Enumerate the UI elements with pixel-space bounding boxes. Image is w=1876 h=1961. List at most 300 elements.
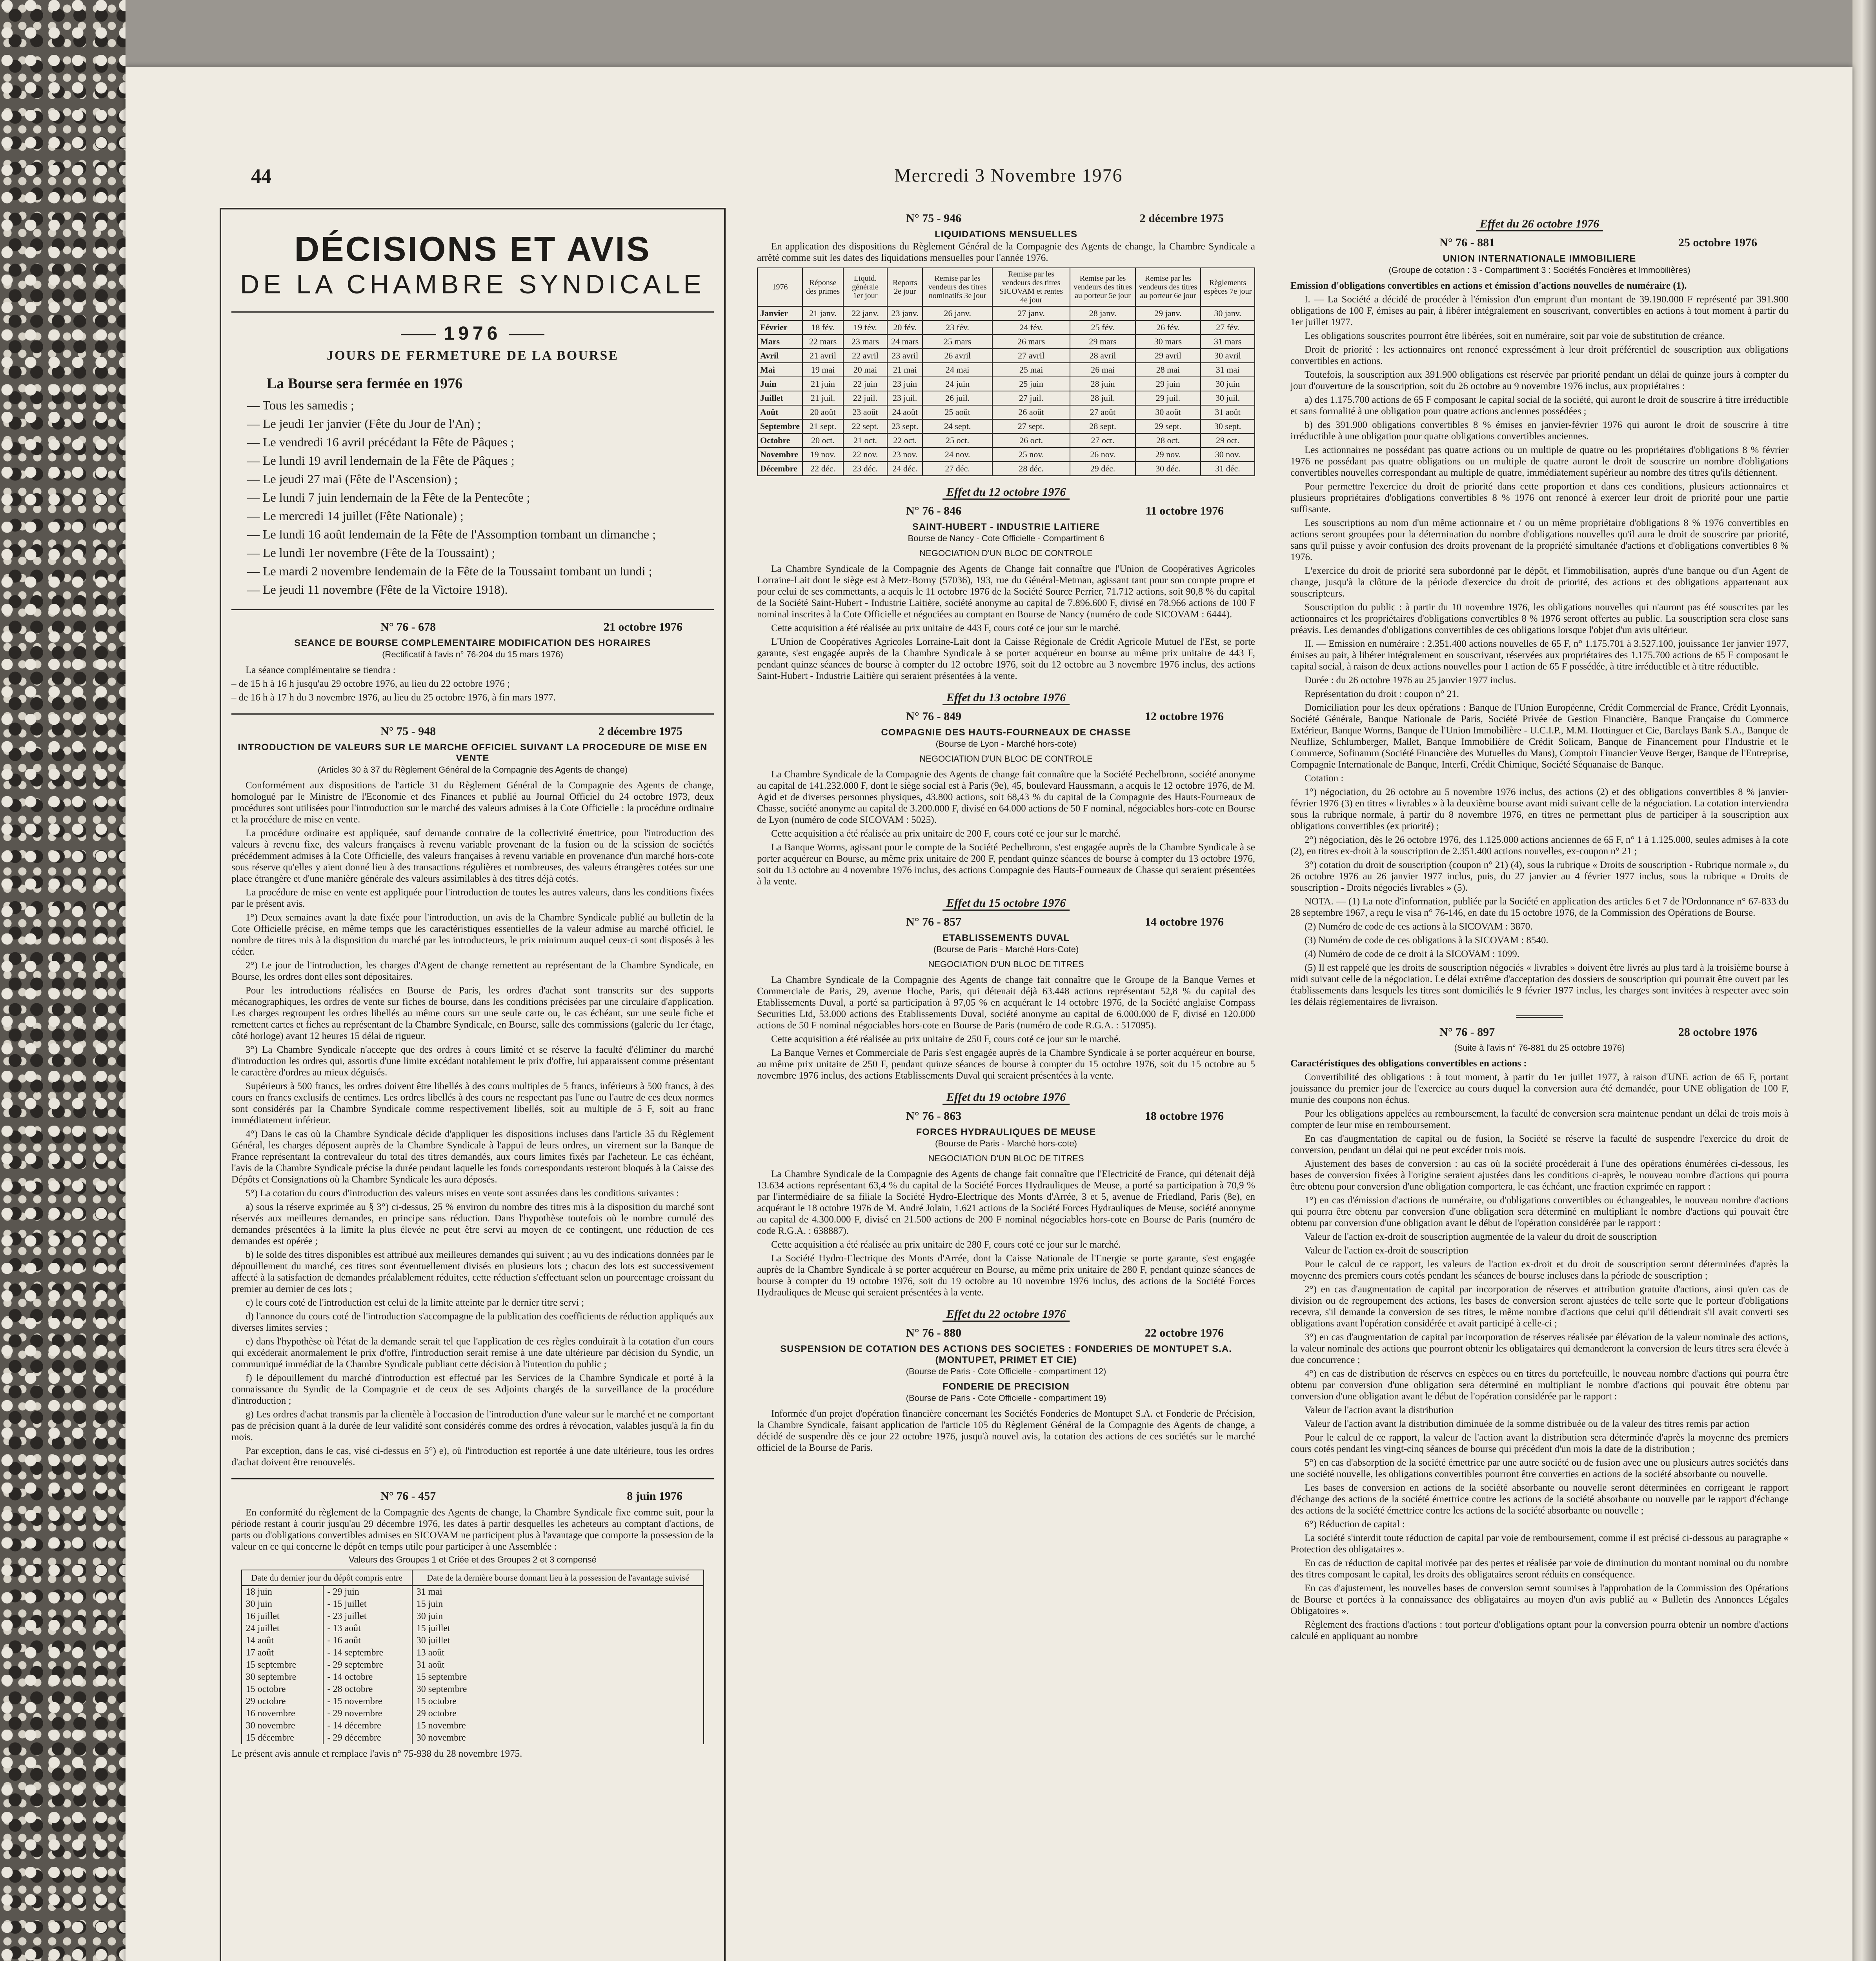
notice-date: 22 octobre 1976 xyxy=(1145,1326,1224,1339)
liquidations-table xyxy=(757,267,1255,476)
table-caption: Valeurs des Groupes 1 et Criée et des Groupes 2 et 3 compensé xyxy=(349,1555,597,1564)
notice-subtitle: (Suite à l'avis n° 76-881 du 25 octobre 1976) xyxy=(1454,1043,1625,1053)
effective-date xyxy=(757,691,1255,704)
paragraph: 2°) Le jour de l'introduction, les charges d'Agent de change remettent au représentant de la Chambre Syndicale, en Bourse, les ordres dont elles sont dépositaires. xyxy=(231,960,714,982)
table-row xyxy=(242,1671,704,1683)
table-cell: 21 mai xyxy=(887,363,923,377)
paragraph: Par exception, dans le cas, visé ci-dessus en 5°) e), où l'introduction est reportée à une date ultérieure, tous les ordres d'achat doivent être renouvelés. xyxy=(231,1446,714,1468)
table-cell: 20 oct. xyxy=(802,433,843,448)
list-item: — Le lundi 7 juin lendemain de la Fête de la Pentecôte ; xyxy=(247,488,714,507)
divider xyxy=(231,1478,714,1479)
table-cell: 26 janv. xyxy=(923,306,992,320)
paragraph: La Chambre Syndicale de la Compagnie des Agents de Change fait connaître que l'Union de Coopératives Agricoles Lorraine-Lait dont le siège est à Metz-Borny (57036), 193, rue du Général-Metman, agissant tant pour son compte propre et pour celui de ses commettants, a acquis le 11 octobre 1976 de la Société Source Perrier, 71.712 actions, soit 90,8 % du capital de la Société Saint-Hubert - Industrie Laitière, société anonyme au capital de 7.896.600 F, divisé en 78.966 actions de 100 F nominal inscrites à la Cote Officielle et négociées au comptant en Bourse de Nancy (numéro de code SICOVAM : 6444). xyxy=(757,564,1255,620)
table-cell: 23 sept. xyxy=(887,419,923,433)
table-row xyxy=(757,349,1255,363)
table-cell: - 14 octobre xyxy=(323,1671,412,1683)
paragraph: Pour les introductions réalisées en Bourse de Paris, les ordres d'achat sont transcrits sur des supports mécanographiques, les ordres de vente sur fiches de bourse, dans les conditions précisées par une circulaire d'application. Les charges regroupent les ordres libellés au même cours sur une seule carte ou, le cas échéant, sur une seule fiche et remettent cartes et fiches au représentant de la Chambre Syndicale, en Bourse, salle des commissions (galerie du 1er étage, côté horloge) avant 12 heures 15 délai de rigueur. xyxy=(231,985,714,1041)
table-cell: 28 avril xyxy=(1070,349,1135,363)
paragraph: Cette acquisition a été réalisée au prix unitaire de 443 F, cours coté ce jour sur le marché. xyxy=(771,623,1121,633)
table-cell: 25 mai xyxy=(992,363,1070,377)
paragraph: 5°) La cotation du cours d'introduction des valeurs mises en vente sont assurées dans les conditions suivantes : xyxy=(246,1188,679,1199)
table-row xyxy=(757,320,1255,335)
paragraph: NOTA. — (1) La note d'information, publiée par la Société en application des articles 6 et 7 de l'Ordonnance n° 67-833 du 28 septembre 1967, a reçu le visa n° 76-146, en date du 15 octobre 1976, de la Commission des Opérations de Bourse. xyxy=(1290,896,1789,918)
notice-header xyxy=(757,1326,1224,1340)
table-cell: 25 nov. xyxy=(992,448,1070,462)
table-cell: 22 avril xyxy=(843,349,887,363)
table-cell: Février xyxy=(757,320,802,335)
table-cell: Décembre xyxy=(757,462,802,476)
table-cell: 24 sept. xyxy=(923,419,992,433)
table-cell: 20 août xyxy=(802,405,843,419)
table-cell: 18 juin xyxy=(242,1586,323,1598)
paragraph: I. — La Société a décidé de procéder à l'émission d'un emprunt d'un montant de 39.190.000 F représenté par 391.900 obligations de 100 F, émises au pair, à libérer intégralement en souscrivant, convertibles en actions à tout moment à partir du 1er juillet 1977. xyxy=(1290,294,1789,327)
paragraph: a) des 1.175.700 actions de 65 F composant le capital social de la société, qui auront le droit de souscrire à titre irréductible et sans formalité à une obligation pour quatre actions anciennes possédées ; xyxy=(1290,395,1789,417)
table-row xyxy=(242,1647,704,1659)
table-cell: 21 juin xyxy=(802,377,843,391)
table-cell: 22 oct. xyxy=(887,433,923,448)
table-row xyxy=(757,377,1255,391)
notice-title: FORCES HYDRAULIQUES DE MEUSE xyxy=(916,1127,1096,1137)
paragraph: Pour le calcul de ce rapport, la valeur de l'action avant la distribution sera déterminée d'après la moyenne des premiers cours cotés pendant les vingt-cinq séances de bourse qui précédent d'un mois la date de la distribution ; xyxy=(1290,1432,1789,1454)
table-cell: 29 janv. xyxy=(1135,306,1201,320)
notice-date: 28 octobre 1976 xyxy=(1678,1026,1757,1039)
divider xyxy=(231,311,714,313)
notice-subtitle: NEGOCIATION D'UN BLOC DE CONTROLE xyxy=(919,754,1093,764)
notice-header xyxy=(757,710,1224,723)
table-cell: Juillet xyxy=(757,391,802,405)
table-cell: - 15 novembre xyxy=(323,1695,412,1708)
paragraph: En cas de réduction de capital motivée par des pertes et réalisée par voie de diminution du montant nominal ou du nombre des titres composant le capital, les droits des obligataires seront réduits en conséquence. xyxy=(1290,1558,1789,1580)
table-cell: 27 août xyxy=(1070,405,1135,419)
paragraph: e) dans l'hypothèse où l'état de la demande serait tel que l'application de ces règles conduirait à la cotation d'un cours qui excéderait anormalement le prix d'offre, l'introduction serait remise à une date ultérieure par décision du Syndic, un communiqué immédiat de la Chambre Syndicale publiant cette décision à l'intention du public ; xyxy=(231,1336,714,1370)
paragraph: 6°) Réduction de capital : xyxy=(1305,1519,1405,1530)
table-cell: 29 juin xyxy=(1135,377,1201,391)
notice-subtitle: (Bourse de Paris - Marché Hors-Cote) xyxy=(933,944,1079,954)
notice-number: N° 76 - 881 xyxy=(1439,236,1495,249)
table-cell: 24 nov. xyxy=(923,448,992,462)
paragraph: La procédure de mise en vente est appliquée pour l'introduction de toutes les autres valeurs, dans les conditions fixées par le présent avis. xyxy=(231,887,714,909)
paragraph: Convertibilité des obligations : à tout moment, à partir du 1er juillet 1977, à raison d'UNE action de 65 F, portant jouissance du premier jour de l'exercice au cours duquel la conversion aura été demandée, pour UNE obligation de 100 F, munie des coupons non échus. xyxy=(1290,1072,1789,1105)
table-cell: 30 juin xyxy=(1201,377,1255,391)
list-item: — Tous les samedis ; xyxy=(247,396,714,415)
paragraph: (2) Numéro de code de ces actions à la SICOVAM : 3870. xyxy=(1305,921,1533,932)
table-cell: 30 juin xyxy=(242,1598,323,1610)
table-cell: 24 mars xyxy=(887,335,923,349)
table-cell: 28 juin xyxy=(1070,377,1135,391)
table-header: Remise par les vendeurs des titres au porteur 6e jour xyxy=(1135,268,1201,306)
table-cell: 23 janv. xyxy=(887,306,923,320)
table-cell: 27 juil. xyxy=(992,391,1070,405)
table-header: Date du dernier jour du dépôt compris entre xyxy=(242,1570,412,1586)
notice-date: 2 décembre 1975 xyxy=(1139,212,1224,225)
notice-title: ETABLISSEMENTS DUVAL xyxy=(942,933,1070,943)
list-item: — Le jeudi 1er janvier (Fête du Jour de l'An) ; xyxy=(247,415,714,433)
divider xyxy=(231,713,714,715)
paragraph: Informée d'un projet d'opération financière concernant les Sociétés Fonderies de Montupet S.A. et Fonderie de Précision, la Chambre Syndicale, faisant application de l'article 105 du Règlement Général de la Compagnie des Agents de change, a décidé de suspendre dès ce jour 22 octobre 1976, jusqu'à nouvel avis, la cotation des actions de ces sociétés sur le marché officiel de la Bourse de Paris. xyxy=(757,1408,1255,1453)
paragraph: En conformité du règlement de la Compagnie des Agents de change, la Chambre Syndicale fixe comme suit, pour la période restant à courir jusqu'au 29 décembre 1976, les dates à partir desquelles les acheteurs au comptant d'actions, de parts ou d'obligations convertibles admises en SICOVAM ne participent plus à l'avantage que comporte la possession de la valeur en ce qui concerne le dépôt en temps utile pour participer à une Assemblée : xyxy=(231,1507,714,1552)
effective-date xyxy=(757,897,1255,910)
table-cell: 29 juil. xyxy=(1135,391,1201,405)
paragraph: Pour permettre l'exercice du droit de priorité dans cette proportion et dans ces conditions, plusieurs actionnaires et plusieurs propriétaires d'obligations convertibles 8 % 1976 ont renoncé à exercer leur droit de priorité pour une partie suffisante. xyxy=(1290,481,1789,515)
notice-heading: Caractéristiques des obligations convertibles en actions : xyxy=(1290,1058,1527,1069)
paragraph: b) des 391.900 obligations convertibles 8 % émises en janvier-février 1976 qui auront le droit de souscrire à titre irréductible à une obligation pour quatre obligations convertibles anciennes. xyxy=(1290,420,1789,442)
table-row xyxy=(242,1635,704,1647)
table-cell: 28 mai xyxy=(1135,363,1201,377)
closures-heading: JOURS DE FERMETURE DE LA BOURSE xyxy=(327,348,619,363)
notice-date: 18 octobre 1976 xyxy=(1145,1110,1224,1122)
table-cell: 28 oct. xyxy=(1135,433,1201,448)
effective-date-label: Effet du 19 octobre 1976 xyxy=(943,1091,1070,1105)
notice-date: 2 décembre 1975 xyxy=(598,725,682,738)
newspaper-page xyxy=(126,67,1852,1961)
list-item: — Le vendredi 16 avril précédant la Fête de Pâques ; xyxy=(247,433,714,451)
table-header: Liquid. générale 1er jour xyxy=(843,268,887,306)
list-item: — Le jeudi 27 mai (Fête de l'Ascension) ; xyxy=(247,470,714,488)
table-cell: 27 janv. xyxy=(992,306,1070,320)
table-cell: 22 juin xyxy=(843,377,887,391)
table-row xyxy=(757,405,1255,419)
table-cell: - 29 novembre xyxy=(323,1708,412,1720)
notice-subtitle: (Bourse de Paris - Cote Officielle - compartiment 19) xyxy=(906,1393,1106,1403)
table-cell: - 29 juin xyxy=(323,1586,412,1598)
table-cell: 30 avril xyxy=(1201,349,1255,363)
table-cell: 30 nov. xyxy=(1201,448,1255,462)
table-row xyxy=(242,1610,704,1623)
notice-number: N° 76 - 880 xyxy=(906,1326,962,1339)
table-cell: Juin xyxy=(757,377,802,391)
table-cell: 28 sept. xyxy=(1070,419,1135,433)
effective-date-label: Effet du 15 octobre 1976 xyxy=(943,897,1070,911)
paragraph: Les actionnaires ne possédant pas quatre actions ou un multiple de quatre ou les propriétaires d'obligations 8 % février 1976 ne possédant pas quatre obligations ou un multiple de quatre auront le droit de souscrire un nombre d'obligations convertibles nouvelles correspondant au multiple de quatre, immédiatement supérieur au nombre des titres qu'ils détiennent. xyxy=(1290,445,1789,478)
paragraph: En cas d'ajustement, les nouvelles bases de conversion seront soumises à l'approbation de la Commission des Opérations de Bourse et portées à la connaissance des obligataires au moyen d'un avis publié au « Bulletin des Annonces Légales Obligatoires ». xyxy=(1290,1583,1789,1616)
notice-footer: Le présent avis annule et remplace l'avis n° 75-938 du 28 novembre 1975. xyxy=(231,1748,522,1759)
table-cell: 31 déc. xyxy=(1201,462,1255,476)
paragraph: La Banque Vernes et Commerciale de Paris s'est engagée auprès de la Chambre Syndicale à se porter acquéreur en bourse, au même prix unitaire de 250 F, pendant quinze séances de bourse à compter du 15 octobre 1976, soit du 15 octobre au 5 novembre 1976 inclus, des actions Etablissements Duval qui seraient présentées à la vente. xyxy=(757,1048,1255,1081)
year-heading: 1976 xyxy=(231,323,714,344)
table-cell: 28 déc. xyxy=(992,462,1070,476)
paragraph: g) Les ordres d'achat transmis par la clientèle à l'occasion de l'introduction d'une valeur sur le marché et ne comportant pas de précision quant à la durée de leur validité sont considérés comme des ordres à révocation, valables jusqu'à la fin du mois. xyxy=(231,1409,714,1443)
divider xyxy=(1516,1015,1563,1018)
paragraph: Cette acquisition a été réalisée au prix unitaire de 250 F, cours coté ce jour sur le marché. xyxy=(771,1034,1121,1044)
table-cell: 29 nov. xyxy=(1135,448,1201,462)
table-cell: 15 septembre xyxy=(412,1671,704,1683)
table-cell: 21 janv. xyxy=(802,306,843,320)
paragraph: a) sous la réserve exprimée au § 3°) ci-dessus, 25 % environ du nombre des titres mis à la disposition du marché sont réservés aux meilleures demandes, en principe sans réduction. Dans l'hypothèse toutefois où le nombre cumulé des demandes présentées à la limite la plus élevée ne peut être servi au moyen de ce contingent, une réduction de ces demandes est opérée ; xyxy=(231,1202,714,1246)
column-3 xyxy=(1286,208,1792,1961)
notice-title: SEANCE DE BOURSE COMPLEMENTAIRE MODIFICATION DES HORAIRES xyxy=(294,638,651,648)
notice-subtitle: NEGOCIATION D'UN BLOC DE TITRES xyxy=(928,1153,1084,1163)
table-header: Date de la dernière bourse donnant lieu à la possession de l'avantage suivisé xyxy=(412,1570,704,1586)
table-cell: 13 août xyxy=(412,1647,704,1659)
list-item: — Le mardi 2 novembre lendemain de la Fête de la Toussaint tombant un lundi ; xyxy=(247,562,714,580)
effective-date-label: Effet du 13 octobre 1976 xyxy=(943,691,1070,705)
table-row xyxy=(757,363,1255,377)
paragraph: Pour les obligations appelées au remboursement, la faculté de conversion sera maintenue pendant un délai de trois mois à compter de leur mise en remboursement. xyxy=(1290,1108,1789,1130)
table-row xyxy=(242,1732,704,1744)
table-cell: Septembre xyxy=(757,419,802,433)
notice-number: N° 76 - 678 xyxy=(380,620,436,633)
effective-date xyxy=(757,486,1255,499)
paragraph: La Société Hydro-Electrique des Monts d'Arrée, dont la Caisse Nationale de l'Energie se porte garante, s'est engagée auprès de la Chambre Syndicale à se porter acquéreur en Bourse, au même prix unitaire de 280 F, pendant quinze séances de bourse à compter du 19 octobre 1976, soit du 19 octobre au 10 novembre 1976 inclus, des actions de la Société Forces Hydrauliques de Meuse qui seraient présentées à la vente. xyxy=(757,1253,1255,1298)
paragraph: – de 15 h à 16 h jusqu'au 29 octobre 1976, au lieu du 22 octobre 1976 ; xyxy=(231,679,510,689)
table-cell: 23 mars xyxy=(843,335,887,349)
page-number: 44 xyxy=(251,165,271,187)
table-row xyxy=(242,1720,704,1732)
table-header-row xyxy=(757,268,1255,306)
table-cell: 29 oct. xyxy=(1201,433,1255,448)
table-cell: 21 sept. xyxy=(802,419,843,433)
notice-number: N° 76 - 857 xyxy=(906,915,962,928)
table-cell: - 13 août xyxy=(323,1623,412,1635)
table-header: Réponse des primes xyxy=(802,268,843,306)
table-cell: 20 mai xyxy=(843,363,887,377)
notice-heading: Emission d'obligations convertibles en actions et émission d'actions nouvelles de numéraire (1). xyxy=(1290,280,1687,291)
effective-date-label: Effet du 12 octobre 1976 xyxy=(943,486,1070,500)
notice-header xyxy=(757,915,1224,929)
table-row xyxy=(757,448,1255,462)
table-cell: Octobre xyxy=(757,433,802,448)
table-row xyxy=(242,1708,704,1720)
table-cell: 20 fév. xyxy=(887,320,923,335)
table-cell: Mars xyxy=(757,335,802,349)
notice-number: N° 76 - 846 xyxy=(906,504,962,517)
table-cell: 29 sept. xyxy=(1135,419,1201,433)
notice-date: 8 juin 1976 xyxy=(627,1490,682,1503)
notice-subtitle: NEGOCIATION D'UN BLOC DE CONTROLE xyxy=(919,548,1093,558)
column-2 xyxy=(753,208,1259,1961)
table-cell: 15 septembre xyxy=(242,1659,323,1671)
table-cell: 30 novembre xyxy=(242,1720,323,1732)
table-cell: 24 mai xyxy=(923,363,992,377)
paragraph: 4°) en cas de distribution de réserves en espèces ou en titres du portefeuille, le nouveau nombre d'actions qui pourra être obtenu par conversion d'une obligation sera déterminé en multipliant le nombre d'actions qui pouvait être obtenu par conversion d'une obligation avant le début de l'opération considérée par le rapport : xyxy=(1290,1368,1789,1402)
paragraph: L'exercice du droit de priorité sera subordonné par le dépôt, et l'immobilisation, auprès d'une banque ou d'un Agent de change, jusqu'à la clôture de la période d'exercice du droit de priorité, des actions et des obligations appartenant aux souscripteurs. xyxy=(1290,566,1789,599)
table-cell: 23 fév. xyxy=(923,320,992,335)
table-cell: 29 déc. xyxy=(1070,462,1135,476)
table-cell: 16 juillet xyxy=(242,1610,323,1623)
table-header: Reports 2e jour xyxy=(887,268,923,306)
liquidations-table-body xyxy=(757,306,1255,476)
table-cell: 15 juillet xyxy=(412,1623,704,1635)
table-row xyxy=(242,1683,704,1695)
binding-edge-right xyxy=(1852,0,1876,1961)
effective-date-label: Effet du 26 octobre 1976 xyxy=(1476,217,1603,231)
table-cell: - 15 juillet xyxy=(323,1598,412,1610)
table-row xyxy=(242,1623,704,1635)
list-item: — Le lundi 16 août lendemain de la Fête de l'Assomption tombant un dimanche ; xyxy=(247,525,714,544)
notice-title: SUSPENSION DE COTATION DES ACTIONS DES SOCIETES : FONDERIES DE MONTUPET S.A. (MONTUPET, PRIMET ET CIE) xyxy=(780,1344,1232,1365)
paragraph: 1°) négociation, du 26 octobre au 5 novembre 1976 inclus, des actions (2) et des obligations convertibles 8 % janvier-février 1976 (3) en titres « livrables » à la deuxième bourse avant midi suivant celle de la négociation. La cotation interviendra sous la rubrique normale, à partir du 8 novembre 1976, en titres ne permettant plus de participer à la souscription aux obligations convertibles (ex priorité) ; xyxy=(1290,787,1789,831)
paragraph: 3°) La Chambre Syndicale n'accepte que des ordres à cours limité et se réserve la faculté d'éliminer du marché d'introduction les ordres qui, assortis d'une limite excédant notablement le prix d'offre, lui apparaissent comme présentant le caractère d'ordres au mieux déguisés. xyxy=(231,1044,714,1078)
table-cell: 22 janv. xyxy=(843,306,887,320)
paragraph: Toutefois, la souscription aux 391.900 obligations est réservée par priorité pendant un délai de quinze jours à compter du jour d'ouverture de la souscription, soit du 26 octobre au 9 novembre 1976 inclus, aux propriétaires : xyxy=(1290,369,1789,391)
table-header: Règlements espèces 7e jour xyxy=(1201,268,1255,306)
table-cell: 24 déc. xyxy=(887,462,923,476)
paragraph: Ajustement des bases de conversion : au cas où la société procéderait à l'une des opérations énumérées ci-dessous, les bases de conversion fixées à l'origine seraient ajustées dans les conditions ci-après, le nouveau nombre d'actions qui pourra être obtenu pour conversion d'une obligation comportera, le cas échéant, une fraction exprimée en rapport : xyxy=(1290,1159,1789,1192)
binding-edge-left xyxy=(0,0,126,1961)
notice-title: COMPAGNIE DES HAUTS-FOURNEAUX DE CHASSE xyxy=(881,727,1131,738)
notice-header xyxy=(757,1110,1224,1123)
table-cell: - 28 octobre xyxy=(323,1683,412,1695)
notice-number: N° 76 - 863 xyxy=(906,1110,962,1122)
table-cell: 15 juin xyxy=(412,1598,704,1610)
table-cell: 30 mars xyxy=(1135,335,1201,349)
paragraph: 2°) négociation, dès le 26 octobre 1976, des 1.125.000 actions anciennes de 65 F, n° 1 à 1.125.000, seules admises à la cote (2), en titres ex-droit à la souscription de 2.351.400 actions nouvelles, ex-coupon n° 21 ; xyxy=(1290,835,1789,857)
table-cell: 26 mai xyxy=(1070,363,1135,377)
table-cell: 30 juil. xyxy=(1201,391,1255,405)
table-cell: 30 juillet xyxy=(412,1635,704,1647)
paragraph: (5) Il est rappelé que les droits de souscription négociés « livrables » doivent être livrés au plus tard à la troisième bourse à midi suivant celle de la négociation. Le délai extrême d'acceptation des dossiers de souscription qui pourrait être ouvert par les établissements dans lesquels les titres sont domiciliés le 9 février 1977 inclus, les charges sont invitées à respecter avec soin les délais réglementaires de livraison. xyxy=(1290,962,1789,1007)
table-cell: - 29 septembre xyxy=(323,1659,412,1671)
table-cell: 21 avril xyxy=(802,349,843,363)
table-row xyxy=(757,335,1255,349)
table-cell: - 23 juillet xyxy=(323,1610,412,1623)
notice-title: LIQUIDATIONS MENSUELLES xyxy=(935,229,1077,240)
notice-title: INTRODUCTION DE VALEURS SUR LE MARCHE OFFICIEL SUIVANT LA PROCEDURE DE MISE EN VENTE xyxy=(238,742,708,764)
table-cell: 26 oct. xyxy=(992,433,1070,448)
table-cell: 23 juin xyxy=(887,377,923,391)
paragraph: 5°) en cas d'absorption de la société émettrice par une autre société ou de fusion avec une ou plusieurs autres sociétés dans une société nouvelle, les obligations convertibles pourront être converties en actions de la société absorbante ou nouvelle. xyxy=(1290,1457,1789,1479)
paragraph: 1°) Deux semaines avant la date fixée pour l'introduction, un avis de la Chambre Syndicale publié au bulletin de la Cote Officielle précise, en même temps que les caractéristiques essentielles de la valeur admise au marché officiel, le nombre de titres mis à la disposition du marché par les introducteurs, le prix minimum auquel ceux-ci sont disposés à les céder. xyxy=(231,912,714,957)
table-cell: 18 fév. xyxy=(802,320,843,335)
table-cell: 26 nov. xyxy=(1070,448,1135,462)
notice-date: 12 octobre 1976 xyxy=(1145,710,1224,723)
table-cell: Janvier xyxy=(757,306,802,320)
masthead-subtitle: DE LA CHAMBRE SYNDICALE xyxy=(240,269,706,299)
table-row xyxy=(757,391,1255,405)
table-cell: 30 sept. xyxy=(1201,419,1255,433)
paragraph: Cette acquisition a été réalisée au prix unitaire de 200 F, cours coté ce jour sur le marché. xyxy=(771,828,1121,839)
closures-intro: La Bourse sera fermée en 1976 xyxy=(267,375,463,392)
notice-subtitle: (Articles 30 à 37 du Règlement Général de la Compagnie des Agents de change) xyxy=(317,765,628,775)
table-cell: 28 janv. xyxy=(1070,306,1135,320)
paragraph: Les souscriptions au nom d'un même actionnaire et / ou un même propriétaire d'obligations 8 % 1976 convertibles en actions seront groupées pour la détermination du nombre d'obligations nouvelles qu'il aura le droit de souscrire par priorité, sans qu'il puisse y avoir confusion des droits provenant de la propriété simultanée d'actions et d'obligations convertibles 8 % 1976. xyxy=(1290,518,1789,562)
table-cell: 23 avril xyxy=(887,349,923,363)
list-item: — Le lundi 19 avril lendemain de la Fête de Pâques ; xyxy=(247,451,714,470)
paragraph: Les obligations souscrites pourront être libérées, soit en numéraire, soit par voie de substitution de créance. xyxy=(1305,331,1725,341)
notice-body xyxy=(1290,294,1789,1008)
notice-header xyxy=(1290,236,1757,249)
notice-number: N° 76 - 849 xyxy=(906,710,962,723)
paragraph: Domiciliation pour les deux opérations : Banque de l'Union Européenne, Crédit Commercial de France, Crédit Lyonnais, Société Générale, Banque Nationale de Paris, Société Privée de Gestion Financière, Banque Française du Commerce Extérieur, Banque Worms, Banque de l'Union Immobilière - U.C.I.P., M.M. Hottinguer et Cie, Barclays Bank S.A., Banque de Neuflize, Schlumberger, Mallet, Banque Immobilière de Crédit Solicam, Banque de Financement pour l'Industrie et le Commerce, Sofinamm (Société Financière des Mutuelles du Mans), Comptoir Financier Veuve Berger, Banque de l'Entreprise, Compagnie Internationale de Banque, Interfi, Crédit Chimique, Société Séquanaise de Banque. xyxy=(1290,702,1789,770)
notice-subtitle: (Rectificatif à l'avis n° 76-204 du 15 mars 1976) xyxy=(382,649,563,659)
table-cell: 26 avril xyxy=(923,349,992,363)
table-cell: - 29 décembre xyxy=(323,1732,412,1744)
table-cell: 22 déc. xyxy=(802,462,843,476)
table-cell: Avril xyxy=(757,349,802,363)
notice-header xyxy=(231,725,682,738)
list-item: — Le lundi 1er novembre (Fête de la Toussaint) ; xyxy=(247,544,714,562)
notice-number: N° 75 - 946 xyxy=(906,212,962,225)
table-cell: 23 juil. xyxy=(887,391,923,405)
list-item: — Le jeudi 11 novembre (Fête de la Victoire 1918). xyxy=(247,580,714,599)
notice-date: 11 octobre 1976 xyxy=(1145,504,1224,517)
table-cell: 26 juil. xyxy=(923,391,992,405)
table-cell: 21 oct. xyxy=(843,433,887,448)
table-row xyxy=(757,433,1255,448)
column-1 xyxy=(220,208,726,1961)
notice-title: UNION INTERNATIONALE IMMOBILIERE xyxy=(1443,253,1636,264)
notice-body xyxy=(231,780,714,1468)
decisions-frame xyxy=(220,208,726,1961)
paragraph: En cas d'augmentation de capital ou de fusion, la Société se réserve la faculté de suspendre l'exercice du droit de conversion, pendant un délai qui ne peut excéder trois mois. xyxy=(1290,1133,1789,1155)
table-cell: 26 mars xyxy=(992,335,1070,349)
table-header: 1976 xyxy=(757,268,802,306)
table-cell: - 14 septembre xyxy=(323,1647,412,1659)
table-cell: 30 déc. xyxy=(1135,462,1201,476)
paragraph: Conformément aux dispositions de l'article 31 du Règlement Général de la Compagnie des Agents de change, homologué par le Ministre de l'Economie et des Finances et publié au Journal Officiel du 24 octobre 1973, deux procédures sont utilisées pour l'introduction sur le marché des valeurs admises à la Cote Officielle : la procédure ordinaire et la procédure de mise en vente. xyxy=(231,780,714,825)
paragraph: Droit de priorité : les actionnaires ont renoncé expressément à leur droit préférentiel de souscription aux obligations convertibles en actions. xyxy=(1290,344,1789,366)
notice-title: SAINT-HUBERT - INDUSTRIE LAITIERE xyxy=(912,522,1100,532)
paragraph: La société s'interdit toute réduction de capital par voie de remboursement, comme il est précisé ci-dessous au paragraphe « Protection des obligataires ». xyxy=(1290,1533,1789,1555)
table-cell: 19 nov. xyxy=(802,448,843,462)
table-cell: 22 sept. xyxy=(843,419,887,433)
table-cell: 22 juil. xyxy=(843,391,887,405)
masthead-title: DÉCISIONS ET AVIS xyxy=(294,229,651,268)
paragraph: La Chambre Syndicale de la Compagnie des Agents de change fait connaître que l'Electricité de France, qui détenait déjà 13.634 actions représentant 63,4 % du capital de la Société Forces Hydrauliques de Meuse, a porté sa participation à 70,9 % par l'intermédiaire de sa filiale la Société Hydro-Electrique des Monts d'Arrée, 3 et 5, avenue de Friedland, Paris (8e), en acquérant le 18 octobre 1976 de M. André Jolain, 1.621 actions de la Société Forces Hydrauliques de Meuse, société anonyme au capital de 4.300.000 F, divisé en 21.500 actions de 200 F nominal négociables hors-cote en Bourse de Paris (numéro de code R.G.A. : 638887). xyxy=(757,1169,1255,1236)
table-cell: 31 mai xyxy=(412,1586,704,1598)
paragraph: b) le solde des titres disponibles est attribué aux meilleures demandes qui suivent ; au vu des indications données par le dépouillement du marché, ces titres sont éventuellement divisés en plusieurs lots ; chacun des lots est successivement affecté à la satisfaction de demandes préalablement réduites, cette réduction s'effectuant selon un pourcentage croissant du premier au dernier de ces lots ; xyxy=(231,1250,714,1294)
table-cell: 24 juin xyxy=(923,377,992,391)
paragraph: 3°) cotation du droit de souscription (coupon n° 21) (4), sous la rubrique « Droits de souscription - Rubrique normale », du 26 octobre 1976 au 26 janvier 1977 inclus, puis, du 27 janvier au 4 février 1977 inclus, sous la rubrique « Droits de souscription - Droits négociés livrables » (5). xyxy=(1290,860,1789,893)
table-cell: 19 fév. xyxy=(843,320,887,335)
notice-header xyxy=(231,620,682,634)
table-cell: 30 juin xyxy=(412,1610,704,1623)
table-cell: 21 juil. xyxy=(802,391,843,405)
notice-subtitle: (Groupe de cotation : 3 - Compartiment 3 : Sociétés Foncières et Immobilières) xyxy=(1388,265,1690,275)
paragraph: (4) Numéro de code de ce droit à la SICOVAM : 1099. xyxy=(1305,949,1520,959)
table-cell: 30 août xyxy=(1135,405,1201,419)
paragraph: – de 16 h à 17 h du 3 novembre 1976, au lieu du 25 octobre 1976, à fin mars 1977. xyxy=(231,692,556,703)
table-row xyxy=(757,306,1255,320)
paragraph: 4°) Dans le cas où la Chambre Syndicale décide d'appliquer les dispositions incluses dans l'article 35 du Règlement Général, les charges déposent auprès de la Chambre Syndicale à l'appui de leurs ordres, un virement sur la Banque de France représentant la contrevaleur du total des titres demandés, aux cours limites fixés par l'acheteur. Le cas échéant, l'avis de la Chambre Syndicale précise la durée pendant laquelle les fonds correspondants resteront bloqués à la Caisse des Dépôts et Consignations où la Chambre Syndicale les aura déposés. xyxy=(231,1129,714,1185)
effective-date xyxy=(757,1308,1255,1321)
paragraph: Valeur de l'action avant la distribution diminuée de la somme distribuée ou de la valeur des titres remis par action xyxy=(1305,1419,1750,1429)
table-row xyxy=(242,1586,704,1598)
table-cell: 25 août xyxy=(923,405,992,419)
paragraph: Les bases de conversion en actions de la société absorbante ou nouvelle seront déterminées en corrigeant le rapport d'échange des actions de la société émettrice contre les actions de la société absorbante ou nouvelle par le rapport d'échange des actions de la société émettrice contre les actions de la société absorbante ou nouvelle ; xyxy=(1290,1483,1789,1516)
table-cell: 23 août xyxy=(843,405,887,419)
table-cell: - 14 décembre xyxy=(323,1720,412,1732)
paragraph: 2°) en cas d'augmentation de capital par incorporation de réserves et attribution gratuite d'actions, ainsi qu'en cas de division ou de regroupement des actions, les bases de conversion seront ajustées de telle sorte que le porteur d'obligations recevra, s'il demande la conversion de ses titres, le même nombre d'actions que celui qu'il détiendrait s'il avait converti ses obligations avant l'opération considérée et avait participé à celle-ci ; xyxy=(1290,1284,1789,1329)
table-cell: 29 mars xyxy=(1070,335,1135,349)
table-cell: 24 fév. xyxy=(992,320,1070,335)
table-cell: - 16 août xyxy=(323,1635,412,1647)
table-row xyxy=(242,1598,704,1610)
notice-header xyxy=(1290,1026,1757,1039)
notice-header xyxy=(757,504,1224,518)
notice-date: 14 octobre 1976 xyxy=(1145,915,1224,928)
table-cell: 25 mars xyxy=(923,335,992,349)
table-row xyxy=(757,419,1255,433)
paragraph: f) le dépouillement du marché d'introduction est effectué par les Services de la Chambre Syndicale et porté à la connaissance du Syndic de la Compagnie et de ceux de ses Adjoints chargés de la surveillance de la procédure d'introduction ; xyxy=(231,1373,714,1406)
table-cell: 30 janv. xyxy=(1201,306,1255,320)
table-cell: 22 mars xyxy=(802,335,843,349)
notice-date: 25 octobre 1976 xyxy=(1678,236,1757,249)
table-cell: 15 décembre xyxy=(242,1732,323,1744)
table-cell: 31 mars xyxy=(1201,335,1255,349)
table-header: Remise par les vendeurs des titres au porteur 5e jour xyxy=(1070,268,1135,306)
paragraph: Supérieurs à 500 francs, les ordres doivent être libellés à des cours multiples de 5 francs, inférieurs à 500 francs, à des cours en francs exclusifs de centimes. Les ordres libellés à des cours ne respectant pas l'une ou l'autre de ces deux normes sont considérés par la Chambre Syndicale comme respectivement libellés, soit au multiple de 5 F, soit au franc immédiatement inférieur. xyxy=(231,1081,714,1126)
table-cell: 27 oct. xyxy=(1070,433,1135,448)
paragraph: La séance complémentaire se tiendra : xyxy=(246,665,396,675)
paragraph: c) le cours coté de l'introduction est celui de la limite atteinte par le dernier titre servi ; xyxy=(246,1297,584,1308)
table-cell: 23 déc. xyxy=(843,462,887,476)
page-date: Mercredi 3 Novembre 1976 xyxy=(894,165,1123,186)
table-cell: 27 avril xyxy=(992,349,1070,363)
table-cell: 28 juil. xyxy=(1070,391,1135,405)
table-cell: 25 fév. xyxy=(1070,320,1135,335)
table-cell: 27 déc. xyxy=(923,462,992,476)
